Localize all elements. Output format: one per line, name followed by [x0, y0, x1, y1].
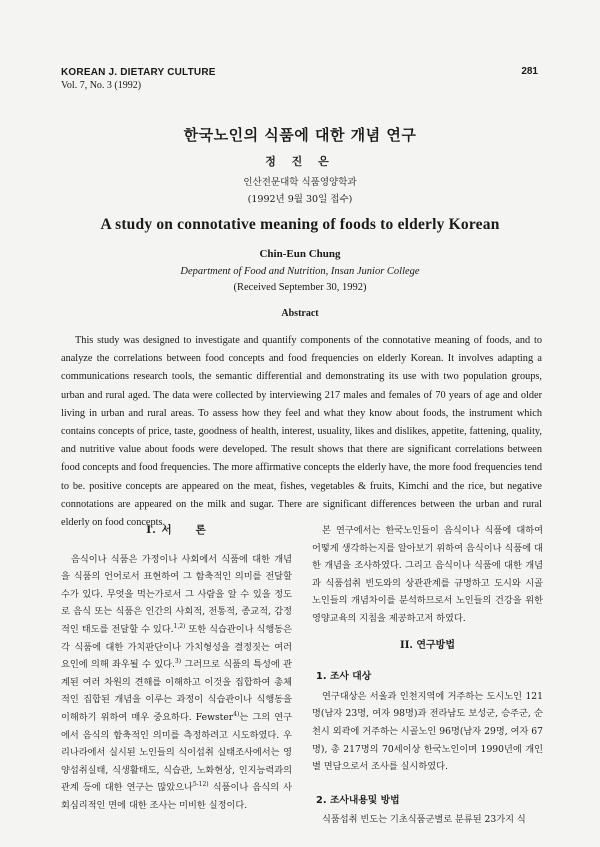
subsection-heading-methods: 2. 조사내용및 방법	[316, 794, 400, 806]
intro-text-4: 는 그의 연구에서 음식의 함축적인 의미를 측정하려고 시도하였다. 우리나라에서 실시된 노인들의 식이섭취 실태조사에서는 영양섭취실태, 식생활태도, 식습관, 노화현상, 인지능력과의 관계 등에 대한 연구는 많았으나	[61, 711, 292, 794]
citation: 1,2)	[173, 622, 186, 630]
journal-name: KOREAN J. DIETARY CULTURE	[61, 67, 216, 78]
journal-info	[61, 66, 216, 92]
korean-author: 정 진 은	[265, 155, 335, 168]
intro-text-1: 음식이나 식품은 가정이나 사회에서 식품에 대한 개념을 식품의 언어로서 표현하여 그 함축적인 의미를 전달할 수가 있다. 무엇을 먹는가로서 그 사람을 알 수 있을 정도로 음식 또는 식품은 인간의 사회적, 전통적, 종교적, 감정적인 태도를 전달할 수 있다.	[61, 553, 292, 635]
korean-affiliation: 인산전문대학 식품영양학과	[243, 177, 357, 188]
left-column	[61, 522, 292, 815]
methods-paragraph: 식품섭취 빈도는 기초식품군별로 분류된 23가지 식	[322, 814, 526, 826]
korean-received-date: (1992년 9월 30일 접수)	[247, 194, 353, 205]
subsection-heading-subjects: 1. 조사 대상	[316, 671, 372, 683]
section-heading-methods: II. 연구방법	[400, 639, 455, 651]
study-purpose-paragraph: 본 연구에서는 한국노인들이 음식이나 식품에 대하여 어떻게 생각하는지를 알아보기 위하여 음식이나 식품에 대한 개념을 조사하였다. 그리고 음식이나 식품에 대한 개념과 식품섭취 빈도와의 상관관계를 규명하고 도시와 시골 노인들의 개념차이를 분석하므로서 노인들의 건강을 위한 영양교육의 지침을 제공하고저 하였다.	[312, 525, 543, 624]
page-number: 281	[521, 66, 538, 77]
citation: 4)	[233, 710, 240, 718]
intro-text-2: 또한 식습관이나 식행동은 각 식품에 대한 가치판단이나 가치형성을 결정짓는 여러 요인에 의해 좌우될 수 있다.	[61, 623, 293, 671]
intro-text-3: 그러므로 식품의 특성에 관계된 여러 차원의 견해를 이해하고 이것을 집합하여 총체적인 집합된 개념을 이루는 과정이 식습관이나 식행동을 이해하기 위하여 매우 중요하다. Fewster	[61, 659, 292, 723]
intro-text-5: 식품이나 음식의 사회심리적인 면에 대한 조사는 미비한 실정이다.	[61, 782, 292, 811]
journal-volume: Vol. 7, No. 3 (1992)	[61, 80, 142, 91]
right-column	[312, 522, 543, 829]
english-received-date: (Received September 30, 1992)	[233, 282, 367, 293]
english-department: Department of Food and Nutrition, Insan Junior College	[180, 266, 420, 277]
abstract-heading: Abstract	[281, 308, 319, 319]
section-heading-introduction: I. 서 론	[146, 524, 207, 536]
citation: 5-12)	[192, 781, 209, 789]
abstract-text: This study was designed to investigate and quantify components of the connotative meaning of foods, and to analyze the correlations between food concepts and food frequencies on elderly Korean. It involves adapting a communications research tools, the semantic differential and demonstrating its use with two population groups, urban and rural aged. The data were collected by interviewing 217 males and females of 70 years of age and older living in urban and rural areas. To assess how they feel and what they know about foods, the instrument which contains concepts of price, taste, goodness of health, interest, usuality, likes and dislikes, appetite, fattening, quality, and nutritive value about foods were developed. The result shows that there are significant correlations between food concepts and food frequencies. The more affirmative concepts the elderly have, the more food frequencies tend to be. positive concepts are appeared on the meat, fishes, vegetables & fruits, Kimchi and the rice, but negative connotations are appeared on the milk and sugar. There are significant differences between the urban and rural elderly on food concepts.	[61, 335, 542, 529]
english-author: Chin-Eun Chung	[259, 248, 341, 260]
korean-title: 한국노인의 식품에 대한 개념 연구	[183, 126, 417, 144]
introduction-paragraph	[61, 551, 292, 815]
subjects-paragraph: 연구대상은 서울과 인천지역에 거주하는 도시노인 121명(남자 23명, 여자 98명)과 전라남도 보성군, 승주군, 순천시 외곽에 거주하는 시골노인 96명(남자 29명, 여자 67명), 총 217명의 70세이상 한국노인이며 1990년에 개인별 면담으로서 조사를 실시하였다.	[312, 690, 543, 773]
citation: 3)	[174, 658, 182, 666]
english-title: A study on connotative meaning of foods to elderly Korean	[100, 216, 500, 233]
